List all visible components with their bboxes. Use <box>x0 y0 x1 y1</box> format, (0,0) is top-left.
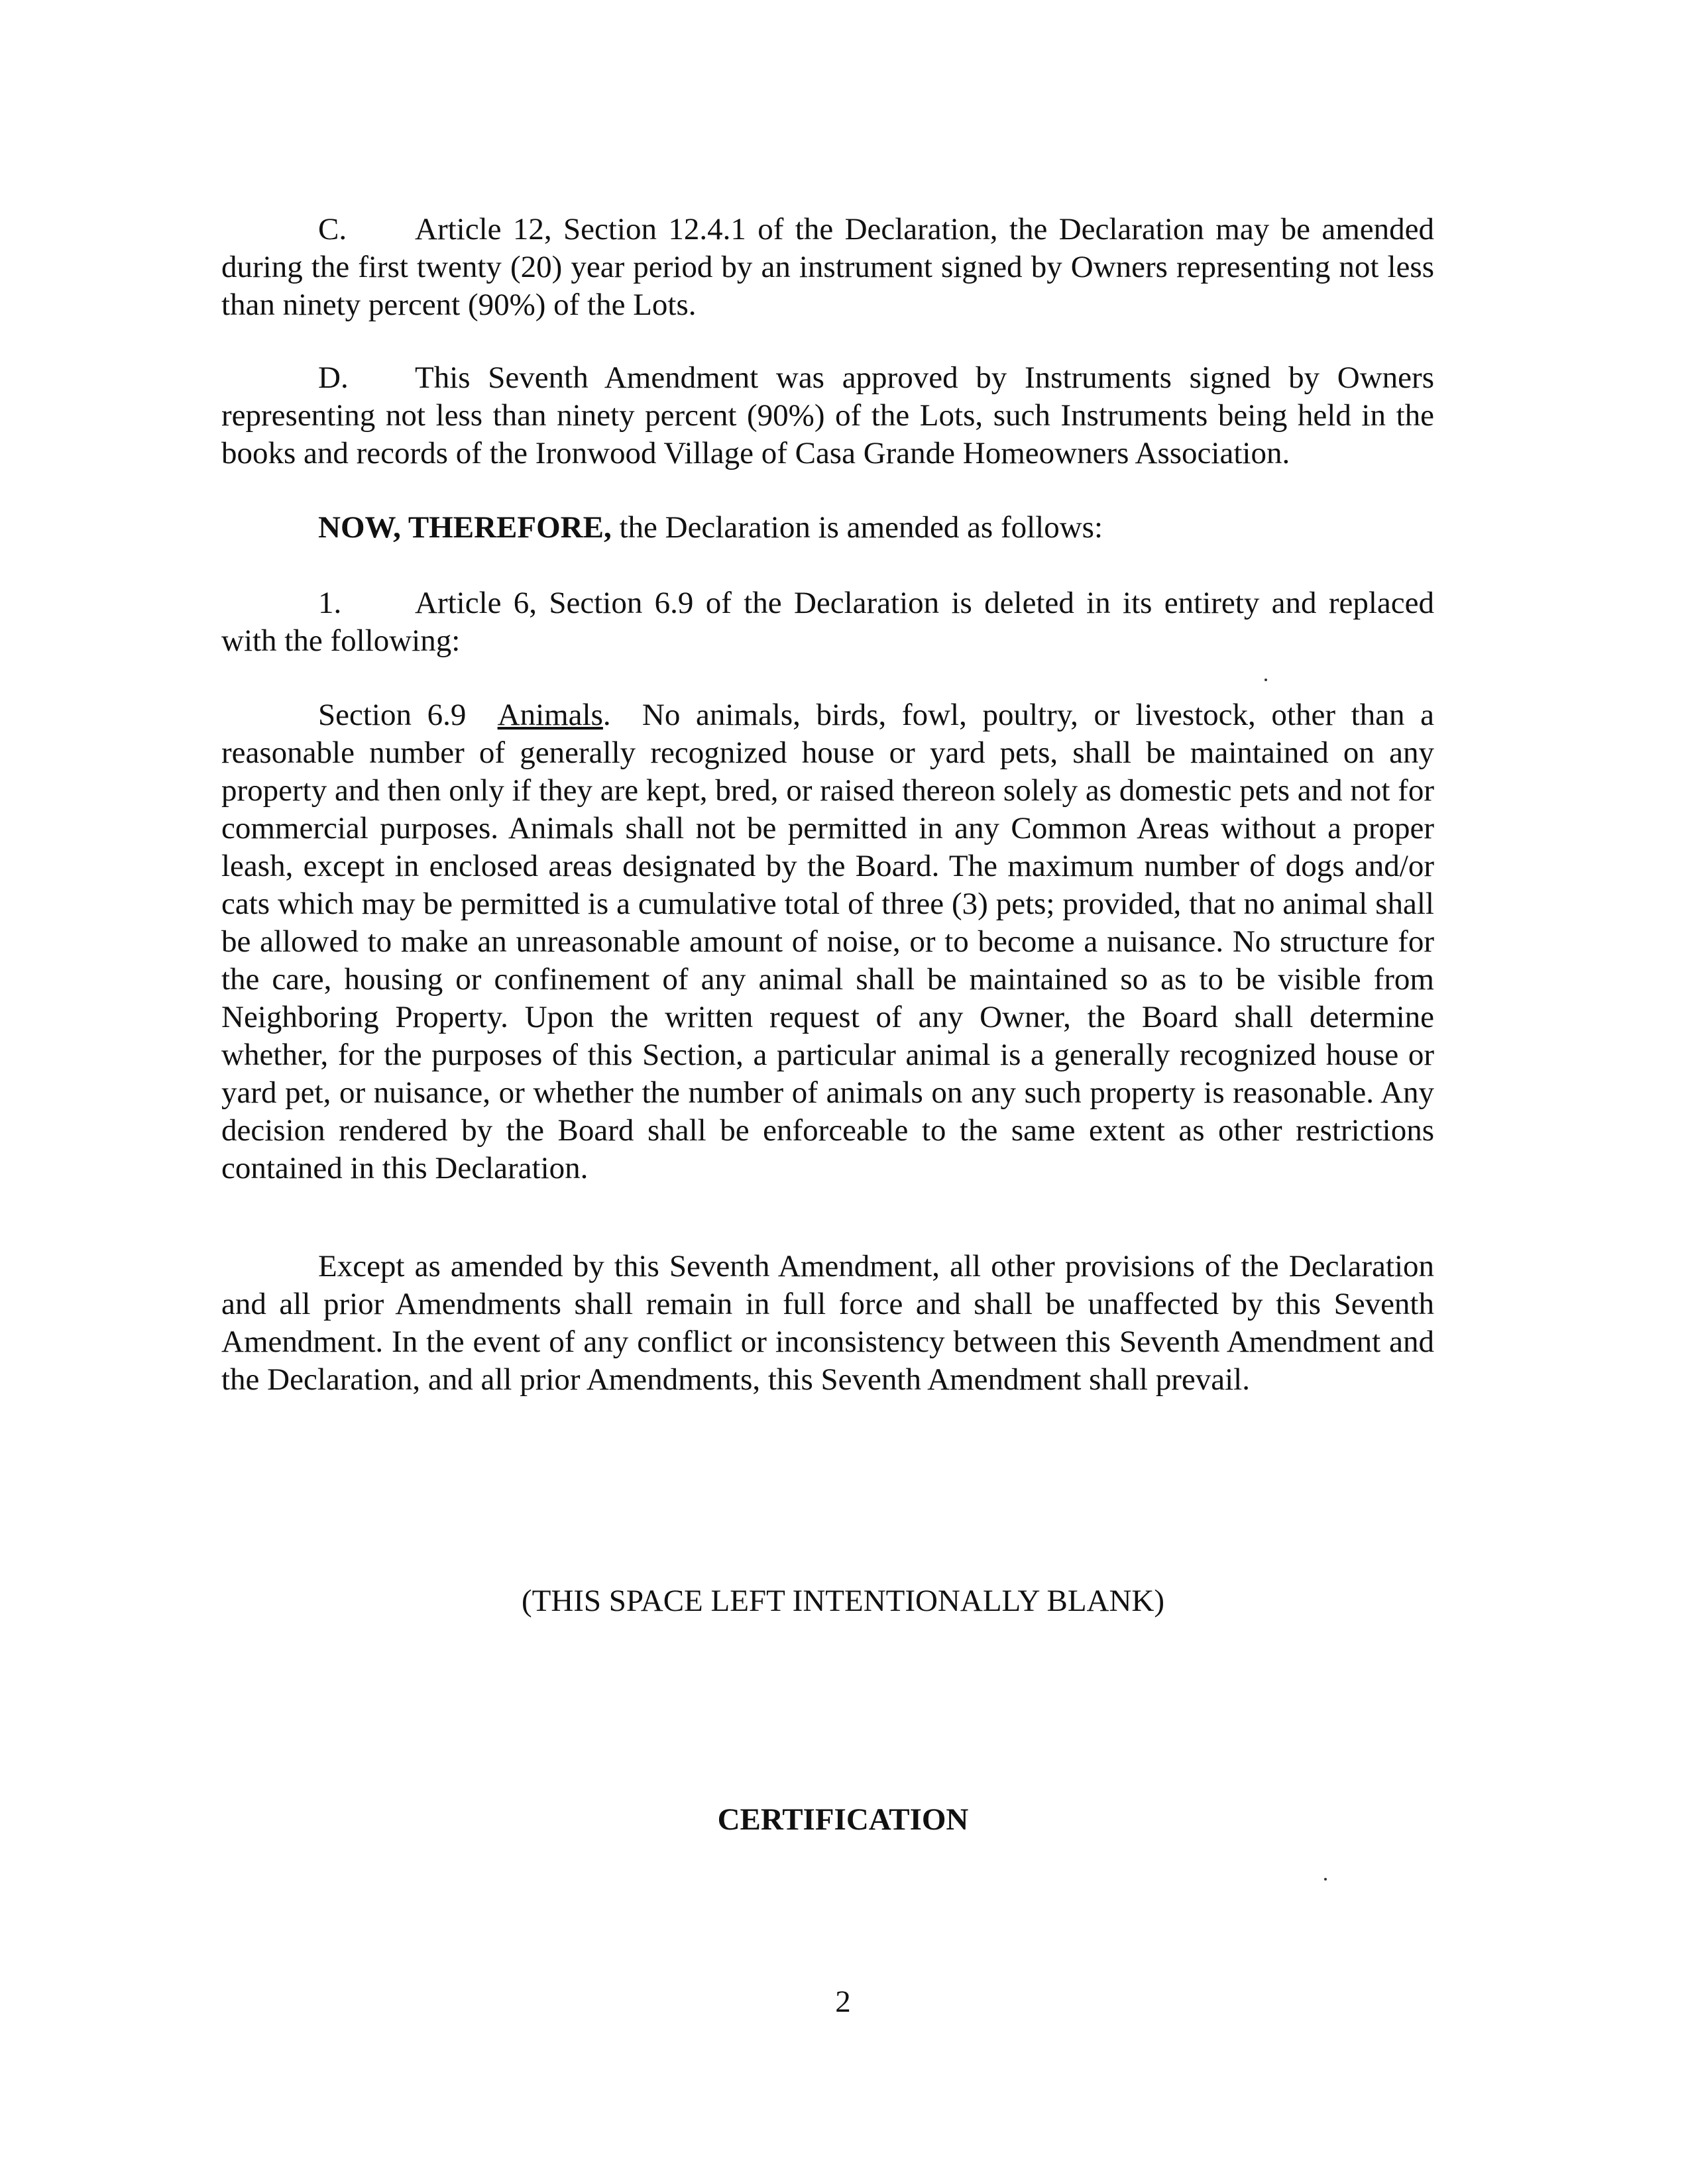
now-therefore-heading: NOW, THEREFORE, <box>318 510 612 545</box>
scan-speck <box>1324 1878 1327 1881</box>
item-1 <box>221 584 1434 660</box>
paragraph-d-text: This Seventh Amendment was approved by Instruments signed by Owners representing not less than ninety percent (90%) of the Lots, such Instruments being held in the books and records of the Ironwood Village of Casa Grande Homeowners Association. <box>221 360 1434 470</box>
section-6-9: Section 6.9 Animals. No animals, birds, fowl, poultry, or livestock, other than a reasonable number of generally recognized house or yard pets, shall be maintained on any property and then only if they are kept, bred, or raised thereon solely as domestic pets and not for commercial purposes. Animals shall not be permitted in any Common Areas without a proper leash, except in enclosed areas designated by the Board. The maximum number of dogs and/or cats which may be permitted is a cumulative total of three (3) pets; provided, that no animal shall be allowed to make an unreasonable amount of noise, or to become a nuisance. No structure for the care, housing or confinement of any animal shall be maintained so as to be visible from Neighboring Property. Upon the written request of any Owner, the Board shall determine whether, for the purposes of this Section, a particular animal is a generally recognized house or yard pet, or nuisance, or whether the number of animals on any such property is reasonable. Any decision rendered by the Board shall be enforceable to the same extent as other restrictions contained in this Declaration. <box>221 698 1435 1185</box>
scan-speck <box>1264 679 1267 681</box>
blank-notice: (THIS SPACE LEFT INTENTIONALLY BLANK) <box>521 1584 1165 1618</box>
now-therefore-paragraph <box>221 509 1434 547</box>
page-number: 2 <box>835 1985 851 2019</box>
item-1-label: 1. <box>318 586 342 620</box>
now-therefore-text: the Declaration is amended as follows: <box>611 510 1103 545</box>
paragraph-c-label: C. <box>318 212 347 246</box>
paragraph-d-label: D. <box>318 360 349 395</box>
paragraph-c <box>221 211 1434 324</box>
paragraph-d <box>221 359 1434 472</box>
section-6-9-text: No animals, birds, fowl, poultry, or livestock, other than a reasonable number of generally recognized house or yard pets, shall be maintained on any property and then only if they are kept, bred, or raised thereon solely as domestic pets and not for commercial purposes. Animals shall not be permitted in any Common Areas without a proper leash, except in enclosed areas designated by the Board. The maximum number of dogs and/or cats which may be permitted is a cumulative total of three (3) pets; provided, that no animal shall be allowed to make an unreasonable amount of noise, or to become a nuisance. No structure for the care, housing or confinement of any animal shall be maintained so as to be visible from Neighboring Property. Upon the written request of any Owner, the Board shall determine whether, for the purposes of this Section, a particular animal is a generally recognized house or yard pet, or nuisance, or whether the number of animals on any such property is reasonable. Any decision rendered by the Board shall be enforceable to the same extent as other restrictions contained in this Declaration. <box>221 698 1435 1185</box>
paragraph-c-text: Article 12, Section 12.4.1 of the Declaration, the Declaration may be amended during the first twenty (20) year period by an instrument signed by Owners representing not less than ninety percent (90%) of the Lots. <box>221 212 1434 322</box>
except-paragraph-text: Except as amended by this Seventh Amendment, all other provisions of the Declaration and all prior Amendments shall remain in full force and shall be unaffected by this Seventh Amendment. In the event of any conflict or inconsistency between this Seventh Amendment and the Declaration, and all prior Amendments, this Seventh Amendment shall prevail. <box>221 1249 1434 1397</box>
section-6-9-number: Section 6.9 <box>318 698 467 732</box>
section-6-9-title: Animals <box>497 698 603 732</box>
except-paragraph <box>221 1248 1434 1399</box>
item-1-text: Article 6, Section 6.9 of the Declaration is deleted in its entirety and replaced with the following: <box>221 586 1434 658</box>
certification-heading: CERTIFICATION <box>717 1802 969 1837</box>
